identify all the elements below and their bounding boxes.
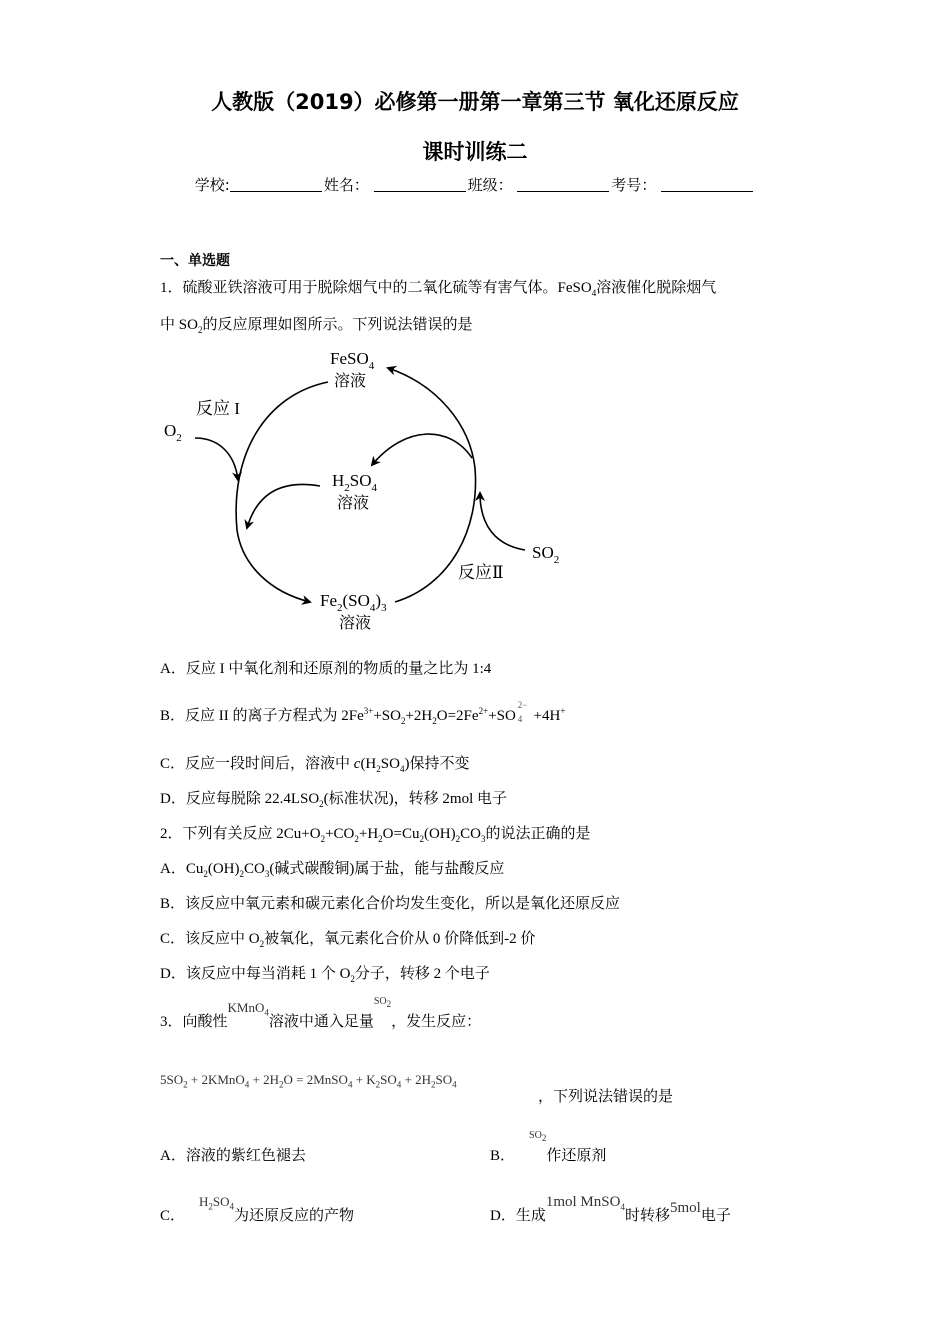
svg-text:Fe2(SO4)3: $Fe_2(SO_4)_3$ xyxy=(320,591,387,614)
formula-so2: SO2 xyxy=(373,996,392,1009)
svg-text:溶液: 溶液 xyxy=(337,495,370,512)
school-field[interactable] xyxy=(230,177,322,192)
svg-text:O2: $O_2$ xyxy=(164,421,182,444)
q3-stem-tail: ，下列说法错误的是 xyxy=(538,1089,674,1105)
section-title: 一、单选题 xyxy=(160,253,230,269)
so2-input-arrow xyxy=(480,493,525,550)
svg-text:溶液: 溶液 xyxy=(339,615,372,632)
svg-text:SO2: $SO_2$ xyxy=(532,543,560,566)
h2so4-branch-arrow xyxy=(372,434,472,465)
class-label: 班级： xyxy=(467,176,513,194)
q3-option-d[interactable]: D．生成1mol MnSO$_4$时转移5mol电子 xyxy=(490,1194,731,1224)
q3-option-c[interactable]: C．$H_2SO_4$为还原反应的产物 xyxy=(160,1194,355,1224)
o2-input-arrow xyxy=(195,438,238,480)
class-field[interactable] xyxy=(517,177,609,192)
id-label: 考号： xyxy=(611,176,657,194)
q1-stem-line2: 中 $SO_2$的反应原理如图所示。下列说法错误的是 xyxy=(160,317,473,335)
q3-option-a[interactable]: A．溶液的紫红色褪去 xyxy=(160,1148,306,1164)
q2-option-d[interactable]: D．该反应中每当消耗 1 个 $O_2$分子，转移 2 个电子 xyxy=(160,966,490,984)
label-reaction-2: 反应Ⅱ xyxy=(458,563,504,582)
page-subtitle: 课时训练二 xyxy=(422,140,528,164)
h2so4-return-arrow xyxy=(247,484,320,528)
student-info-row xyxy=(0,174,950,195)
school-label: 学校: xyxy=(194,176,230,194)
cycle-arc-left xyxy=(236,382,328,602)
reaction-cycle-diagram xyxy=(150,340,590,640)
q1-option-d[interactable]: D．反应每脱除 $22.4LSO_2$(标准状况)，转移 2mol 电子 xyxy=(160,791,507,809)
q3-stem: 3．向酸性KMnO$_4$溶液中通入足量$^{SO_2}$，发生反应： xyxy=(160,996,482,1030)
label-h2so4 xyxy=(332,471,378,512)
svg-text:溶液: 溶液 xyxy=(334,373,367,390)
q1-option-b[interactable]: B．反应 II 的离子方程式为 $2Fe^{3+}+SO_2+2H_2O=2Fe^{2+}+SO$ 2− 4 +4H+ xyxy=(160,700,566,726)
formula-kmno4: KMnO$_4$ xyxy=(227,1000,269,1018)
label-so2 xyxy=(532,543,559,566)
q1-option-a[interactable]: A．反应 I 中氧化剂和还原剂的物质的量之比为 1:4 xyxy=(160,661,492,677)
svg-text:H2SO4: $H_2SO_4$ xyxy=(332,471,378,494)
page-title: 人教版（2019）必修第一册第一章第三节 氧化还原反应 xyxy=(211,90,739,114)
q2-option-c[interactable]: C．该反应中 $O_2$被氧化，氧元素化合价从 0 价降低到-2 价 xyxy=(160,931,536,949)
label-feso4 xyxy=(330,349,375,390)
name-label: 姓名： xyxy=(323,176,369,194)
label-reaction-1: 反应 I xyxy=(196,399,240,418)
label-fe2so43 xyxy=(320,591,387,632)
q1-option-c[interactable]: C．反应一段时间后，溶液中 $c(H_2SO_4)$保持不变 xyxy=(160,756,470,774)
q2-option-b[interactable]: B．该反应中氧元素和碳元素化合价均发生变化，所以是氧化还原反应 xyxy=(160,896,621,912)
q3-equation: $5SO_2$ + 2KMnO$_4$ + $2H_2O$ = 2MnSO$_4$ + $K_2SO_4 + 2H_2SO_4$ xyxy=(160,1072,457,1090)
q2-option-a[interactable]: A．$Cu_2(OH)_2CO_3$(碱式碳酸铜)属于盐，能与盐酸反应 xyxy=(160,861,505,879)
name-field[interactable] xyxy=(374,177,466,192)
q2-stem: 2．下列有关反应 $2Cu+O_2+CO_2+H_2O=Cu_2(OH)_2CO_3$的说法正确的是 xyxy=(160,826,591,844)
q1-stem-line1: 1．硫酸亚铁溶液可用于脱除烟气中的二氧化硫等有害气体。FeSO$_4$溶液催化脱除烟气 xyxy=(160,280,717,298)
id-field[interactable] xyxy=(661,177,753,192)
label-o2 xyxy=(164,421,182,444)
q3-option-b[interactable]: B．$^{SO_2}$作还原剂 xyxy=(490,1130,607,1164)
svg-text:FeSO4: FeSO$_4$ xyxy=(330,349,375,372)
